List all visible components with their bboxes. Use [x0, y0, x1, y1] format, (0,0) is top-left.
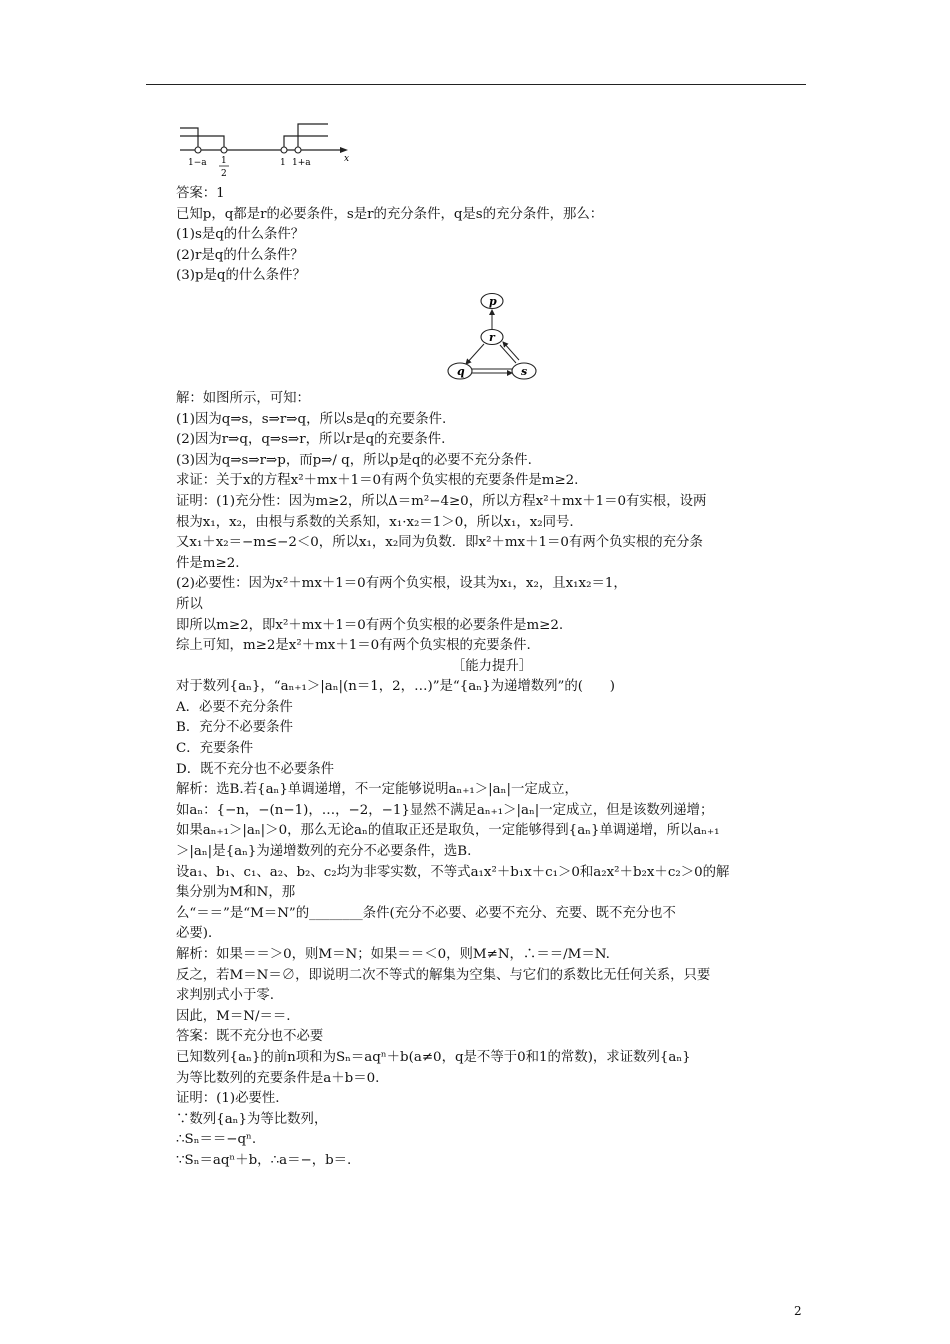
text-line: 必要)．: [176, 926, 222, 942]
text-line: (3)p是q的什么条件？: [176, 268, 306, 284]
label-one-minus-a: 1−a: [188, 158, 207, 168]
text-line: 所以: [176, 596, 203, 612]
text-line: 根为x₁，x₂，由根与系数的关系知，x₁·x₂＝1＞0，所以x₁，x₂同号.: [176, 514, 574, 530]
label-half-numerator: 1: [221, 156, 227, 166]
label-x-axis: x: [344, 154, 350, 164]
text-line: (1)因为q⇒s，s⇒r⇒q，所以s是q的充要条件.: [176, 411, 447, 427]
text-line: 答案：1: [176, 186, 225, 201]
text-line: 如果aₙ₊₁＞|aₙ|＞0，那么无论aₙ的值取正还是取负，一定能够得到{aₙ}单调递增，所以aₙ₊₁: [176, 823, 720, 839]
text-line: 证明：(1)充分性：因为m≥2，所以Δ＝m²−4≥0，所以方程x²＋mx＋1＝0有实根，设两: [176, 493, 707, 509]
text-line: ∵Sₙ＝aqⁿ＋b，∴a＝−，b＝.: [176, 1152, 352, 1168]
option-a: A．必要不充分条件: [176, 699, 293, 715]
node-p: p: [489, 295, 497, 308]
number-line-figure: [176, 118, 356, 182]
text-line: 解析：如果＝＝＞0，则M＝N；如果＝＝＜0，则M≠N，∴＝＝/M＝N.: [176, 947, 610, 962]
text-line: 件是m≥2.: [176, 555, 240, 571]
text-line: (3)因为q⇒s⇒r⇒p，而p⇒/ q，所以p是q的必要不充分条件.: [176, 452, 532, 468]
text-line: 已知p，q都是r的必要条件，s是r的充分条件，q是s的充分条件，那么：: [176, 206, 604, 222]
page-number: 2: [794, 1304, 802, 1318]
text-line: 如aₙ：{−n，−(n−1)，…，−2，−1}显然不满足aₙ₊₁＞|aₙ|一定成立，但是该数列递增；: [176, 802, 714, 818]
text-line: ∵数列{aₙ}为等比数列，: [176, 1111, 328, 1127]
option-b: B．充分不必要条件: [176, 720, 293, 736]
header-rule: [146, 84, 806, 85]
node-r: r: [489, 331, 495, 344]
text-line: 求判别式小于零.: [176, 988, 274, 1004]
text-line: ∴Sₙ＝＝−qⁿ.: [176, 1132, 257, 1148]
text-line: 答案：既不充分也不必要: [176, 1029, 324, 1045]
text-line: 已知数列{aₙ}的前n项和为Sₙ＝aqⁿ＋b(a≠0，q是不等于0和1的常数)，求证数列{aₙ}: [176, 1049, 691, 1065]
text-line: 么“＝＝”是“M＝N”的________条件(充分不必要、必要不充分、充要、既不充分也不: [176, 905, 676, 921]
label-one-plus-a: 1+a: [292, 158, 311, 168]
text-line: 综上可知，m≥2是x²＋mx＋1＝0有两个负实根的充要条件.: [176, 638, 531, 654]
text-line: 解析：选B.若{aₙ}单调递增，不一定能够说明aₙ₊₁＞|aₙ|一定成立，: [176, 782, 578, 798]
section-heading: ［能力提升］: [451, 658, 533, 674]
option-d: D．既不充分也不必要条件: [176, 761, 335, 777]
text-line: (1)s是q的什么条件？: [176, 227, 305, 243]
text-line: 证明：(1)必要性.: [176, 1091, 280, 1107]
implication-diagram: [444, 290, 544, 384]
text-line: ＞|aₙ|是{aₙ}为递增数列的充分不必要条件，选B.: [176, 844, 472, 860]
text-line: 对于数列{aₙ}，“aₙ₊₁＞|aₙ|(n＝1，2，…)”是“{aₙ}为递增数列”的( ): [176, 679, 616, 695]
text-line: 求证：关于x的方程x²＋mx＋1＝0有两个负实根的充要条件是m≥2.: [176, 473, 579, 489]
text-line: 反之，若M＝N＝∅，即说明二次不等式的解集为空集、与它们的系数比无任何关系，只要: [176, 967, 711, 983]
text-line: (2)因为r⇒q，q⇒s⇒r，所以r是q的充要条件.: [176, 432, 446, 448]
text-line: 解：如图所示，可知：: [176, 390, 310, 406]
text-line: 为等比数列的充要条件是a＋b＝0.: [176, 1070, 380, 1086]
label-half-denominator: 2: [221, 169, 227, 179]
text-line: (2)r是q的什么条件？: [176, 247, 304, 263]
option-c: C．充要条件: [176, 741, 254, 757]
text-line: 又x₁＋x₂＝−m≤−2＜0，所以x₁，x₂同为负数．即x²＋mx＋1＝0有两个负实根的充分条: [176, 535, 703, 551]
text-line: 集分别为M和N，那: [176, 885, 296, 901]
node-s: s: [521, 365, 528, 378]
node-q: q: [457, 365, 465, 378]
text-line: 因此，M＝N/＝＝.: [176, 1008, 291, 1024]
text-line: (2)必要性：因为x²＋mx＋1＝0有两个负实根，设其为x₁，x₂，且x₁x₂＝1，: [176, 576, 627, 592]
text-line: 设a₁、b₁、c₁、a₂、b₂、c₂均为非零实数，不等式a₁x²＋b₁x＋c₁＞0和a₂x²＋b₂x＋c₂＞0的解: [176, 864, 730, 880]
label-one: 1: [280, 158, 286, 168]
text-line: 即所以m≥2，即x²＋mx＋1＝0有两个负实根的必要条件是m≥2.: [176, 617, 564, 633]
